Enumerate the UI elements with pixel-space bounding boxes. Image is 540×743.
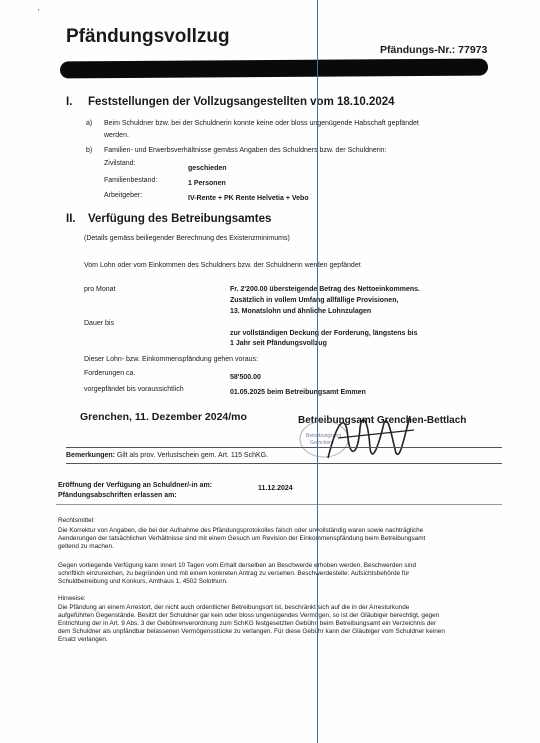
section2-heading: Verfügung des Betreibungsamtes: [88, 213, 272, 225]
rechtsmittel-p2-line3: Schuldbetreibung und Konkurs, Amthaus 1, 4502 Solothurn.: [58, 578, 228, 585]
hinweise-line3: Entrichtung der in Art. 9 Abs. 3 der Gebührenverordnung zum SchKG festgesetzten Gebühr, beim Betreibungsamt ein Verzeichnis der: [58, 620, 436, 627]
familienbestand-label: Familienbestand:: [104, 177, 158, 184]
eroeffnung-label: Eröffnung der Verfügung an Schuldner/-in am:: [58, 482, 213, 489]
vorgehen-text: Dieser Lohn- bzw. Einkommenspfändung gehen voraus:: [84, 356, 258, 363]
familienbestand-value: 1 Personen: [188, 180, 226, 187]
section2-note: (Details gemäss beiliegender Berechnung des Existenzminimums): [84, 235, 290, 242]
rechtsmittel-p1-line3: geltend zu machen.: [58, 543, 114, 550]
rechtsmittel-p1-line2: Aenderungen der tatsächlichen Verhältnisse sind mit einem Gesuch um Revision der Einkommenspfändung beim Betreibungsamt: [58, 535, 426, 542]
section2-intro: Vom Lohn oder vom Einkommen des Schuldners bzw. der Schuldnerin werden gepfändet: [84, 262, 361, 269]
bemerkungen: [66, 452, 268, 459]
dauer-line2: 1 Jahr seit Pfändungsvollzug: [230, 340, 327, 347]
place-date: Grenchen, 11. Dezember 2024/mo: [80, 411, 247, 423]
office-name: Betreibungsamt Grenchen-Bettlach: [298, 415, 467, 426]
rechtsmittel-p1-line1: Die Korrektur von Angaben, die bei der Aufnahme des Pfändungsprotokolles falsch oder unvollständig waren sowie nachträgliche: [58, 527, 424, 534]
hinweise-heading: Hinweise:: [58, 595, 86, 602]
pro-monat-line3: 13. Monatslohn und ähnliche Lohnzulagen: [230, 308, 372, 315]
rechtsmittel-p2-line2: schriftlich einzureichen, zu begründen und mit einem konkreten Antrag zu versehen. Beschwerdestelle: Aufsichtsbehörde für: [58, 570, 410, 577]
item-a-label: a): [86, 120, 93, 127]
forderungen-value: 58'500.00: [230, 374, 261, 381]
eroeffnung-date: 11.12.2024: [258, 485, 293, 492]
stamp-text-1: Betreibungsamt: [306, 433, 342, 439]
divider-1: [66, 447, 502, 448]
divider-2: [66, 463, 502, 464]
section1-heading: Feststellungen der Vollzugsangestellten vom 18.10.2024: [88, 96, 395, 108]
handwritten-signature: [318, 408, 428, 468]
dauer-line1: zur vollständigen Deckung der Forderung, längstens bis: [230, 330, 418, 337]
arbeitgeber-label: Arbeitgeber:: [104, 192, 143, 199]
pro-monat-label: pro Monat: [84, 286, 116, 293]
vorgepfaendet-value: 01.05.2025 beim Betreibungsamt Emmen: [230, 389, 366, 396]
pro-monat-line1: Fr. 2'200.00 übersteigende Betrag des Nettoeinkommens.: [230, 286, 420, 293]
forderungen-label: Forderungen ca.: [84, 370, 136, 377]
redaction-bar: [60, 59, 488, 79]
bemerkungen-text: Gilt als prov. Verlustschein gem. Art. 115 SchKG.: [116, 452, 269, 459]
abschriften-line: Pfändungsabschriften erlassen am:: [58, 492, 177, 499]
bemerkungen-label: Bemerkungen:: [66, 452, 116, 459]
hinweise-line4: dem Schuldner als unpfändbar belassenen Vermögensstücke zu verlangen. Für diese Gebühr kann der Gläubiger vom Schuldner keinen: [58, 628, 445, 635]
section2-number: II.: [66, 213, 76, 225]
item-b-label: b): [86, 147, 93, 154]
section1-number: I.: [66, 96, 73, 108]
hinweise-line1: Die Pfändung an einem Arrestort, der nicht auch ordentlicher Betreibungsort ist, beschränkt sich auf die in der Arresturkunde: [58, 604, 410, 611]
rechtsmittel-p2-line1: Gegen vorliegende Verfügung kann innert 10 Tagen vom Erhalt derselben an Beschwerde erhoben werden. Beschwerden sind: [58, 562, 416, 569]
arbeitgeber-value: IV-Rente + PK Rente Helvetia + Vebo: [188, 195, 309, 202]
zivilstand-value: geschieden: [188, 165, 227, 172]
scan-fold-line: [317, 0, 318, 743]
item-b-line1: Familien- und Erwerbsverhältnisse gemäss Angaben des Schuldners bzw. der Schuldnerin:: [104, 147, 387, 154]
hinweise-line2: aufgeführten Gegenstände. Besitzt der Schuldner gar kein oder bloss ungenügendes Vermögen, so ist der Gläubiger berechtigt, gegen: [58, 612, 440, 619]
page-title: Pfändungsvollzug: [66, 26, 230, 47]
zivilstand-label: Zivilstand:: [104, 160, 136, 167]
rechtsmittel-heading: Rechtsmittel:: [58, 517, 95, 524]
hinweise-line5: Ersatz verlangen.: [58, 636, 108, 643]
pro-monat-line2: Zusätzlich in vollem Umfang allfällige Provisionen,: [230, 297, 399, 304]
divider-3: [56, 504, 502, 505]
dauer-label: Dauer bis: [84, 320, 114, 327]
corner-mark: ′: [38, 8, 40, 17]
pfaendungs-number: Pfändungs-Nr.: 77973: [380, 44, 488, 56]
stamp-text-2: Grenchen: [310, 440, 332, 446]
vorgepfaendet-label: vorgepfändet bis voraussichtlich: [84, 386, 184, 393]
item-a-line1: Beim Schuldner bzw. bei der Schuldnerin konnte keine oder bloss ungenügende Habschaft gepfändet: [104, 120, 419, 127]
item-a-line2: werden.: [104, 132, 129, 139]
